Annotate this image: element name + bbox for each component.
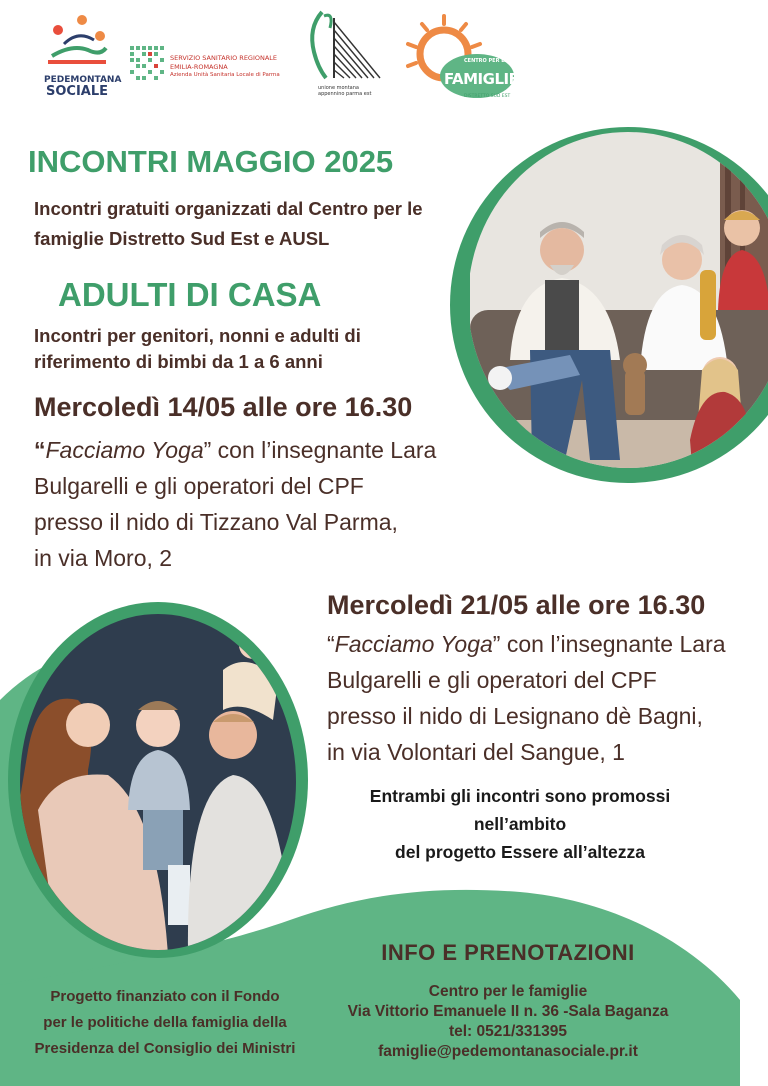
funding-line3: Presidenza del Consiglio dei Ministri (34, 1040, 296, 1057)
event1-name: Facciamo Yoga (45, 437, 204, 463)
project-note (320, 782, 720, 866)
event2-line3: presso il nido di Lesignano dè Bagni, (327, 703, 703, 729)
pedemontana-line1: PEDEMONTANA (44, 75, 122, 85)
info-contacts (328, 982, 688, 1062)
event2-line4: in via Volontari del Sangue, 1 (327, 739, 625, 765)
ssr-line1: SERVIZIO SANITARIO REGIONALE (170, 54, 278, 62)
logo-servizio-sanitario (130, 46, 290, 82)
photo-grandparents-family (470, 120, 768, 480)
ssr-line3: Azienda Unità Sanitaria Locale di Parma (170, 72, 280, 78)
pedemontana-line2: SOCIALE (45, 84, 109, 99)
event1-line1-rest: con l’insegnante Lara (211, 437, 437, 463)
event2-line1 (327, 626, 726, 662)
unione-line1: unione montana (318, 85, 359, 91)
event2-line2: Bulgarelli e gli operatori del CPF (327, 667, 657, 693)
funding-line1: Progetto finanziato con il Fondo (50, 988, 280, 1005)
event1-date: Mercoledì 14/05 alle ore 16.30 (34, 392, 413, 422)
section-desc-line1: Incontri per genitori, nonni e adulti di (34, 325, 361, 346)
section-desc-line2: riferimento di bimbi da 1 a 6 anni (34, 351, 323, 372)
project-line2: nell’ambito (473, 814, 567, 834)
unione-line2: appennino parma est (318, 91, 372, 97)
event1-quote-open: “ (34, 437, 46, 463)
page-title: INCONTRI MAGGIO 2025 (28, 144, 394, 179)
event2-quote-open: “ (327, 631, 335, 657)
project-line3: del progetto Essere all’altezza (395, 842, 645, 862)
subtitle-line1: Incontri gratuiti organizzati dal Centro per le (34, 198, 423, 219)
funding-line2: per le politiche della famiglia della (43, 1014, 287, 1031)
subtitle-line2: famiglie Distretto Sud Est e AUSL (34, 228, 330, 249)
event2-name: Facciamo Yoga (334, 631, 493, 657)
event1-line2: Bulgarelli e gli operatori del CPF (34, 473, 364, 499)
cpf-small: CENTRO PER LE (464, 58, 508, 64)
logo-unione-montana (304, 8, 386, 97)
logo-pedemontana-sociale (44, 14, 122, 99)
section-description (34, 323, 361, 375)
logo-centro-per-le-famiglie (404, 14, 518, 106)
pedemontana-emblem-icon (44, 14, 110, 70)
event1-line4: in via Moro, 2 (34, 545, 173, 571)
event2-details (327, 626, 726, 770)
info-phone: tel: 0521/331395 (448, 1023, 568, 1040)
unione-montana-emblem-icon (304, 8, 384, 80)
event2-line1-rest: con l’insegnante Lara (500, 631, 726, 657)
event1-quote-close: ” (203, 437, 212, 463)
event2-date: Mercoledì 21/05 alle ore 16.30 (327, 590, 706, 620)
project-line1: Entrambi gli incontri sono promossi (369, 786, 671, 806)
info-line2: Via Vittorio Emanuele II n. 36 -Sala Baganza (347, 1003, 669, 1020)
info-line1: Centro per le famiglie (428, 983, 588, 1000)
info-email: famiglie@pedemontanasociale.pr.it (378, 1043, 638, 1060)
event1-details (34, 432, 436, 576)
photo-parents-baby (18, 610, 303, 955)
page-subtitle (34, 194, 423, 254)
event1-line1 (34, 432, 436, 468)
cpf-sub: DISTRETTO SUD EST (464, 94, 511, 99)
section-title: ADULTI DI CASA (58, 276, 322, 313)
ssr-grid-icon (130, 46, 164, 80)
ssr-line2: EMILIA-ROMAGNA (170, 63, 228, 71)
event2-quote-close: ” (492, 631, 501, 657)
funding-note (20, 984, 310, 1062)
cpf-big: FAMIGLIE (444, 70, 519, 88)
event1-line3: presso il nido di Tizzano Val Parma, (34, 509, 398, 535)
info-title: INFO E PRENOTAZIONI (381, 940, 635, 965)
